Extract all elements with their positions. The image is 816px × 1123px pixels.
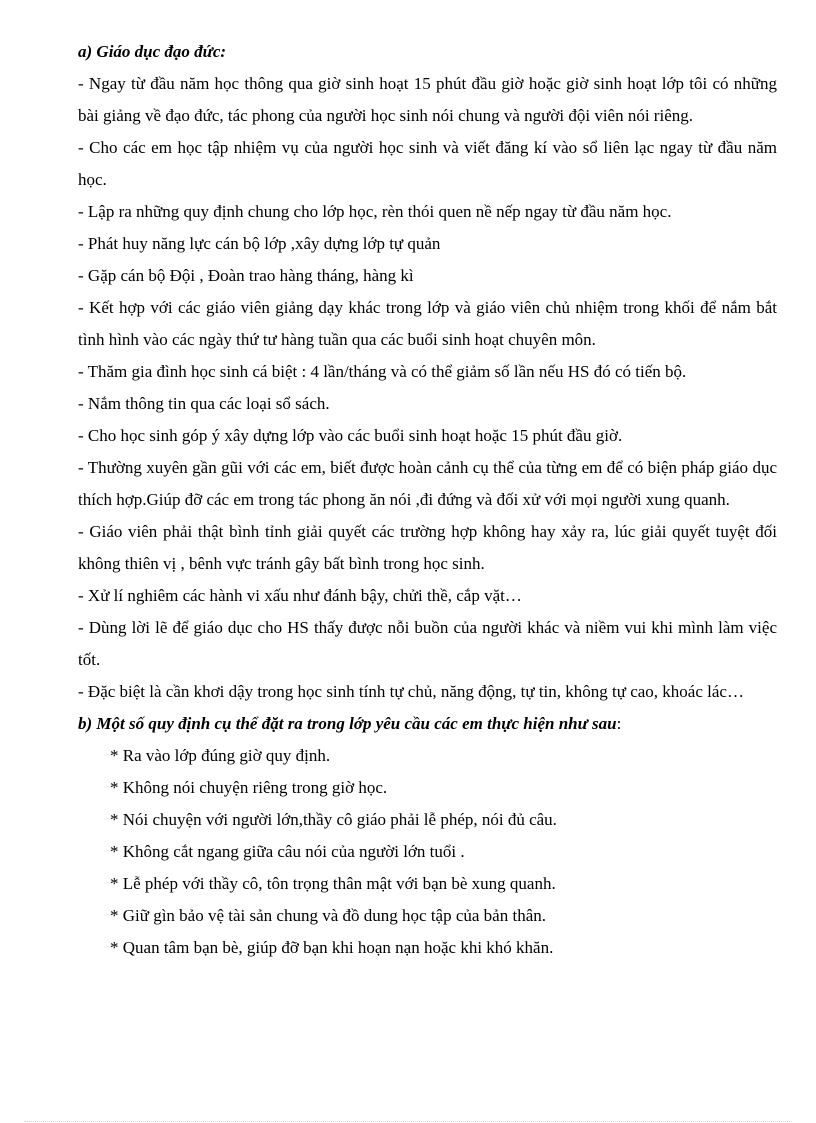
- paragraph: - Giáo viên phải thật bình tỉnh giải quyết các trường hợp không hay xảy ra, lúc giải quyết tuyệt đối không thiên vị , bênh vực tránh gây bất bình trong học sinh.: [78, 522, 777, 573]
- section-b-heading-colon: :: [616, 714, 622, 733]
- paragraph: - Ngay từ đầu năm học thông qua giờ sinh hoạt 15 phút đầu giờ hoặc giờ sinh hoạt lớp tôi có những bài giảng về đạo đức, tác phong của người học sinh nói chung và người đội viên nói riêng.: [78, 74, 777, 125]
- rule-item: * Quan tâm bạn bè, giúp đỡ bạn khi hoạn nạn hoặc khi khó khăn.: [110, 938, 554, 957]
- paragraph: - Nắm thông tin qua các loại sổ sách.: [78, 394, 330, 413]
- section-b-heading: [78, 708, 777, 740]
- rule-item: * Không cắt ngang giữa câu nói của người lớn tuổi .: [110, 842, 465, 861]
- section-b-heading-text: b) Một số quy định cụ thể đặt ra trong lớp yêu cầu các em thực hiện như sau: [78, 714, 617, 733]
- rule-item: * Giữ gìn bảo vệ tài sản chung và đồ dung học tập của bản thân.: [110, 906, 546, 925]
- paragraph: - Cho các em học tập nhiệm vụ của người học sinh và viết đăng kí vào sổ liên lạc ngay từ đầu năm học.: [78, 138, 777, 189]
- rule-item: * Nói chuyện với người lớn,thầy cô giáo phải lễ phép, nói đủ câu.: [110, 810, 557, 829]
- paragraph: - Xử lí nghiêm các hành vi xấu như đánh bậy, chửi thề, cắp vặt…: [78, 586, 522, 605]
- page-bottom-divider: [24, 1121, 792, 1122]
- paragraph: - Thường xuyên gần gũi với các em, biết được hoàn cảnh cụ thể của từng em để có biện pháp giáo dục thích hợp.Giúp đỡ các em trong tác phong ăn nói ,đi đứng và đối xử với mọi người xung quanh.: [78, 458, 777, 509]
- paragraph: - Thăm gia đình học sinh cá biệt : 4 lần/tháng và có thể giảm số lần nếu HS đó có tiến bộ.: [78, 362, 687, 381]
- paragraph: - Lập ra những quy định chung cho lớp học, rèn thói quen nề nếp ngay từ đầu năm học.: [78, 202, 672, 221]
- rule-item: * Ra vào lớp đúng giờ quy định.: [110, 746, 331, 765]
- rule-item: * Không nói chuyện riêng trong giờ học.: [110, 778, 388, 797]
- paragraph: - Đặc biệt là cần khơi dậy trong học sinh tính tự chủ, năng động, tự tin, không tự cao, khoác lác…: [78, 682, 744, 701]
- paragraph: - Cho học sinh góp ý xây dựng lớp vào các buổi sinh hoạt hoặc 15 phút đầu giờ.: [78, 426, 623, 445]
- paragraph: - Phát huy năng lực cán bộ lớp ,xây dựng lớp tự quản: [78, 234, 441, 253]
- rule-item: * Lễ phép với thầy cô, tôn trọng thân mật với bạn bè xung quanh.: [110, 874, 556, 893]
- paragraph: - Kết hợp với các giáo viên giảng dạy khác trong lớp và giáo viên chủ nhiệm trong khối để nắm bắt tình hình vào các ngày thứ tư hàng tuần qua các buổi sinh hoạt chuyên môn.: [78, 298, 777, 349]
- section-a-heading: a) Giáo dục đạo đức:: [78, 42, 227, 61]
- paragraph: - Gặp cán bộ Đội , Đoàn trao hàng tháng, hàng kì: [78, 266, 414, 285]
- paragraph: - Dùng lời lẽ để giáo dục cho HS thấy được nỗi buồn của người khác và niềm vui khi mình làm việc tốt.: [78, 618, 777, 669]
- document-page: [78, 36, 777, 964]
